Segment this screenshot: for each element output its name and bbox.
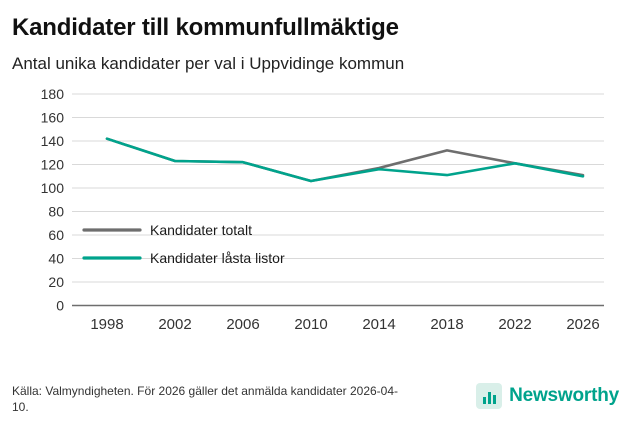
y-axis-labels: [41, 86, 65, 314]
x-tick-label: 2014: [362, 315, 396, 333]
y-tick-label: 40: [48, 250, 64, 267]
y-tick-label: 20: [48, 273, 64, 290]
x-tick-label: 2010: [294, 315, 328, 333]
x-tick-label: 1998: [90, 315, 124, 333]
chart-footer: [12, 375, 619, 431]
line-chart-svg: [12, 86, 619, 348]
x-tick-label: 2026: [566, 315, 600, 333]
x-tick-label: 2018: [430, 315, 464, 333]
x-tick-label: 2002: [158, 315, 192, 333]
y-tick-label: 160: [40, 109, 64, 126]
x-tick-label: 2006: [226, 315, 260, 333]
page-title: Kandidater till kommunfullmäktige: [12, 14, 399, 41]
bar-chart-icon-bars: [483, 391, 496, 404]
y-tick-label: 120: [40, 156, 64, 173]
chart-subtitle: Antal unika kandidater per val i Uppvidinge kommun: [12, 53, 405, 73]
y-tick-label: 60: [48, 226, 64, 243]
brand-name: Newsworthy: [509, 385, 619, 406]
brand-logo: [476, 383, 619, 409]
legend-label-locked-lists: Kandidater låsta listor: [150, 249, 285, 266]
series-line-locked-lists: [107, 139, 583, 181]
y-tick-label: 0: [56, 297, 64, 314]
y-tick-label: 140: [40, 132, 64, 149]
legend-label-total: Kandidater totalt: [150, 221, 252, 238]
bar-chart-icon: [476, 383, 502, 409]
gridlines: [72, 94, 604, 306]
x-axis-labels: [90, 316, 599, 333]
legend: [84, 222, 285, 266]
y-tick-label: 100: [40, 179, 64, 196]
y-tick-label: 180: [40, 85, 64, 102]
y-tick-label: 80: [48, 203, 64, 220]
plot-area: [12, 86, 619, 348]
x-tick-label: 2022: [498, 315, 532, 333]
source-note: Källa: Valmyndigheten. För 2026 gäller det anmälda kandidater 2026-04-10.: [12, 384, 399, 415]
